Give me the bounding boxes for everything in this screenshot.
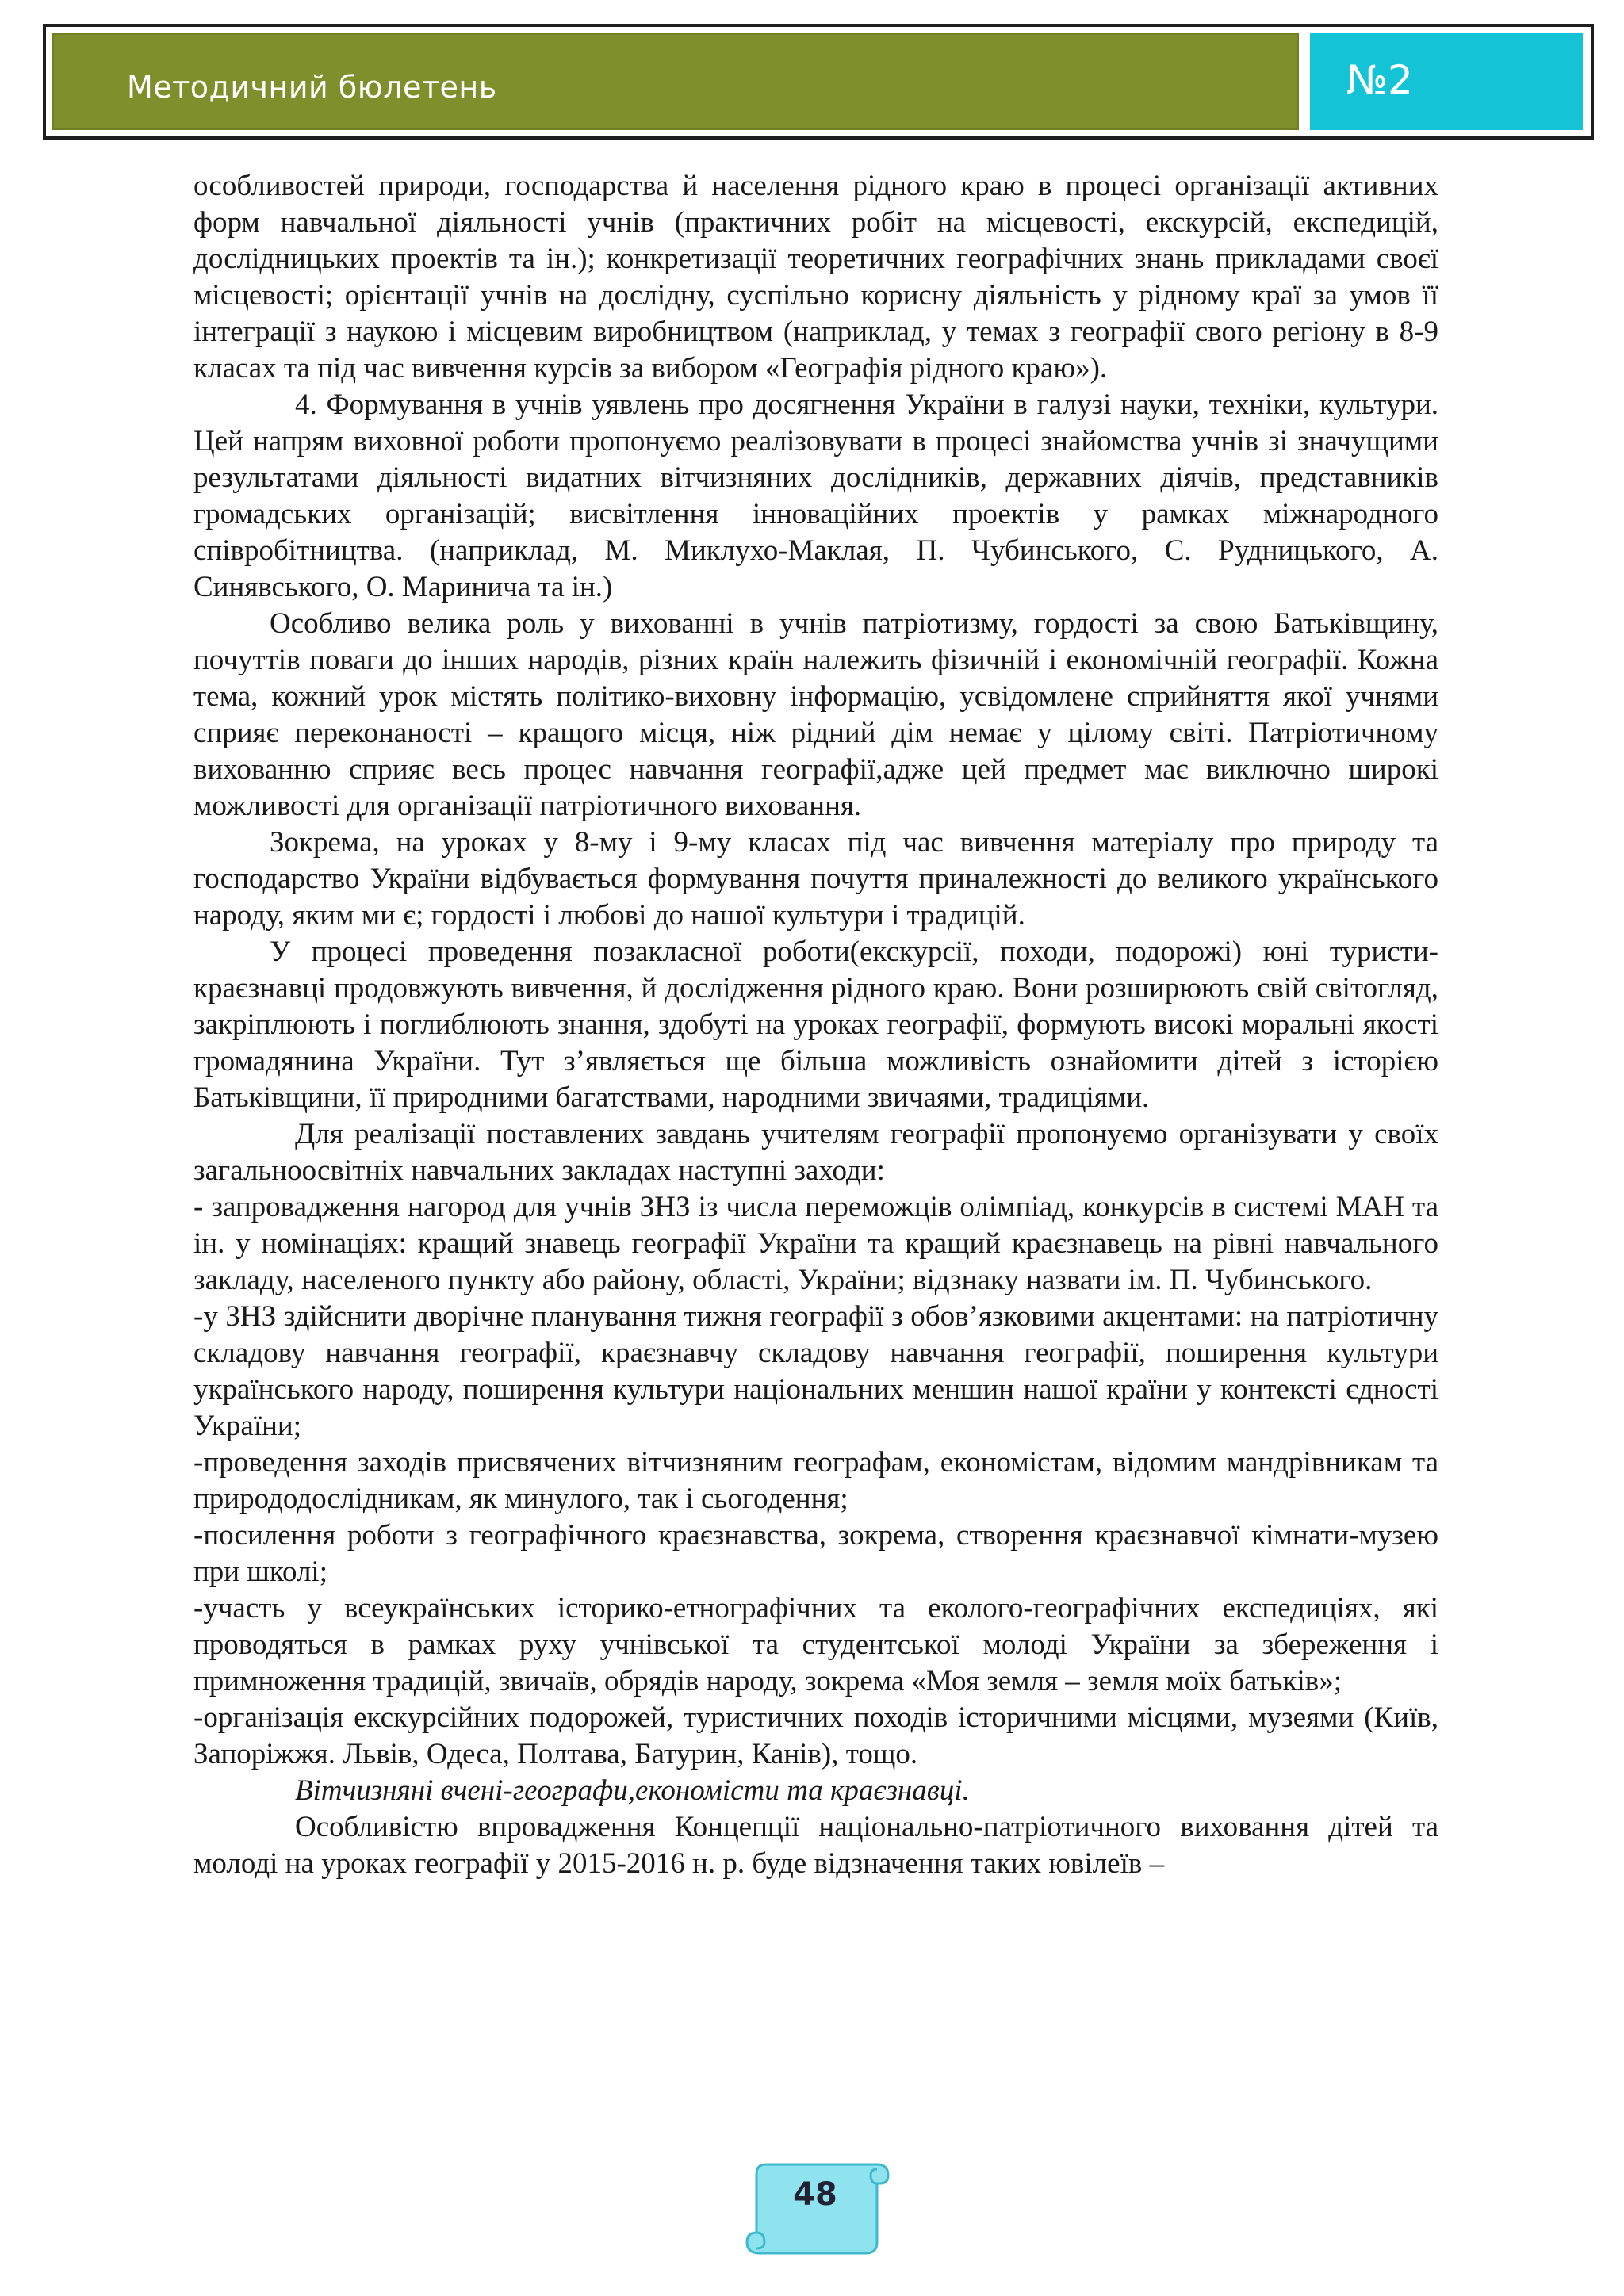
page-number-scroll — [736, 2160, 894, 2271]
list-item: -посилення роботи з географічного краєзнавства, зокрема, створення краєзнавчої кімнати-музею при школі; — [193, 1519, 1438, 1588]
paragraph: Зокрема, на уроках у 8-му і 9-му класах під час вивчення матеріалу про природу та господарство України відбувається формування почуття приналежності до великого українського народу, яким ми є; гордості і любові до нашої культури і традицій. — [193, 826, 1438, 932]
header-title-box — [52, 33, 1299, 130]
paragraph: 4. Формування в учнів уявлень про досягнення України в галузі науки, техніки, культури. Цей напрям виховної роботи пропонуємо реалізовувати в процесі знайомства учнів зі значущими результатами діяльності видатних вітчизняних дослідників, державних діячів, представників громадських організацій; висвітлення інноваційних проектів у рамках міжнародного співробітництва. (наприклад, М. Миклухо-Маклая, П. Чубинського, С. Рудницького, А. Синявського, О. Маринича та ін.) — [193, 388, 1438, 603]
paragraph: Особливо велика роль у вихованні в учнів патріотизму, гордості за свою Батьківщину, почуттів поваги до інших народів, різних країн належить фізичній і економічній географії. Кожна тема, кожний урок містять політико-виховну інформацію, усвідомлене сприйняття якої учнями сприяє переконаності – кращого місця, ніж рідний дім немає у цілому світі. Патріотичному вихованню сприяє весь процес навчання географії,адже цей предмет має виключно широкі можливості для організації патріотичного виховання. — [193, 607, 1438, 822]
list-item: -організація екскурсійних подорожей, туристичних походів історичними місцями, музеями (Київ, Запоріжжя. Львів, Одеса, Полтава, Батурин, Канів), тощо. — [193, 1701, 1438, 1770]
page-header — [43, 24, 1594, 140]
header-issue-box — [1310, 33, 1583, 130]
list-item: -участь у всеукраїнських історико-етнографічних та еколого-географічних експедиціях, які проводяться в рамках руху учнівської та студентської молоді України за збереження і примноження традицій, звичаїв, обрядів народу, зокрема «Моя земля – земля моїх батьків»; — [193, 1592, 1438, 1697]
paragraph: У процесі проведення позакласної роботи(екскурсії, походи, подорожі) юні туристи-краєзнавці продовжують вивчення, й дослідження рідного краю. Вони розширюють свій світогляд, закріплюють і поглиблюють знання, здобуті на уроках географії, формують високі моральні якості громадянина України. Тут з’являється ще більша можливість ознайомити дітей з історією Батьківщини, її природними багатствами, народними звичаями, традиціями. — [193, 936, 1438, 1114]
list-item: - запровадження нагород для учнів ЗНЗ із числа переможців олімпіад, конкурсів в системі МАН та ін. у номінаціях: кращий знавець географії України та кращий краєзнавець на рівні навчального закладу, населеного пункту або району, області, України; відзнаку назвати ім. П. Чубинського. — [193, 1191, 1438, 1296]
bulletin-title: Методичний бюлетень — [127, 70, 497, 105]
paragraph: Особливістю впровадження Концепції національно-патріотичного виховання дітей та молоді на уроках географії у 2015-2016 н. р. буде відзначення таких ювілеїв – — [193, 1811, 1438, 1880]
section-heading: Вітчизняні вчені-географи,економісти та краєзнавці. — [295, 1774, 970, 1807]
page-body — [193, 168, 1438, 1882]
issue-number: №2 — [1346, 57, 1413, 103]
paragraph: особливостей природи, господарства й населення рідного краю в процесі організації активних форм навчальної діяльності учнів (практичних робіт на місцевості, екскурсій, експедицій, дослідницьких проектів та ін.); конкретизації теоретичних географічних знань прикладами своєї місцевості; орієнтації учнів на дослідну, суспільно корисну діяльність у рідному краї за умов її інтеграції з наукою і місцевим виробництвом (наприклад, у темах з географії свого регіону в 8-9 класах та під час вивчення курсів за вибором «Географія рідного краю»). — [193, 170, 1438, 385]
list-item: -у ЗНЗ здійснити дворічне планування тижня географії з обов’язковими акцентами: на патріотичну складову навчання географії, краєзнавчу складову навчання географії, поширення культури українського народу, поширення культури національних меншин нашої країни у контексті єдності України; — [193, 1300, 1438, 1442]
paragraph: Для реалізації поставлених завдань учителям географії пропонуємо організувати у своїх загальноосвітніх навчальних закладах наступні заходи: — [193, 1118, 1438, 1187]
page-number: 48 — [793, 2176, 837, 2213]
list-item: -проведення заходів присвячених вітчизняним географам, економістам, відомим мандрівникам та природодослідникам, як минулого, так і сьогодення; — [193, 1446, 1438, 1515]
